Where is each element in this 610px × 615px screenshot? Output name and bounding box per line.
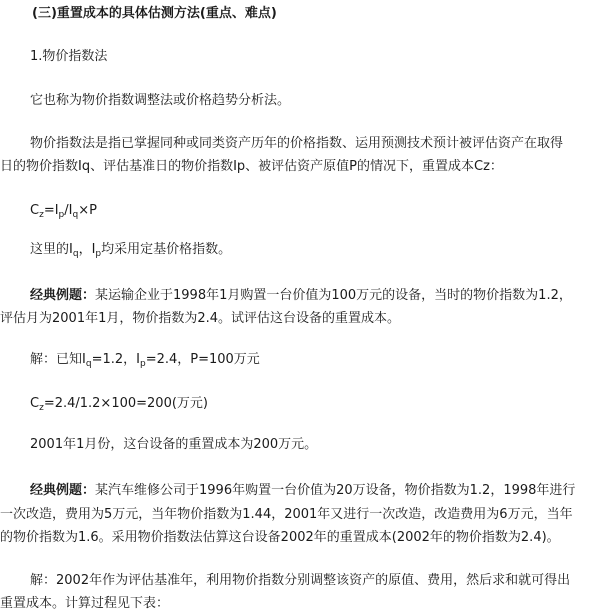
method-alias-text: 它也称为物价指数调整法或价格趋势分析法。 xyxy=(30,93,291,108)
given-prefix: 解：已知I xyxy=(30,352,86,367)
index-note-mid: ，I xyxy=(78,242,96,257)
example-1-label: 经典例题： xyxy=(30,288,96,303)
calc-c: C xyxy=(30,396,40,411)
formula-rest: ×P xyxy=(78,203,97,218)
calc-rest: =2.4/1.2×100=200(万元) xyxy=(43,396,208,411)
example-1-line-1 xyxy=(30,288,572,304)
calc-z-sub: z xyxy=(39,403,44,413)
index-note-suffix: 均采用定基价格指数。 xyxy=(101,242,232,257)
example-2-line-2: 一次改造，费用为5万元，当年物价指数为1.44，2001年又进行一次改造，改造费用为6万元，当年 xyxy=(0,507,573,522)
formula-q-sub: q xyxy=(72,210,79,220)
index-note-q-sub: q xyxy=(72,249,79,259)
solution-1-given xyxy=(30,352,260,368)
index-note-p-sub: p xyxy=(95,249,102,259)
given-q-sub: q xyxy=(85,359,92,369)
solution-2-line-1: 解：2002年作为评估基准年，利用物价指数分别调整该资产的原值、费用，然后求和就可得出 xyxy=(30,573,571,588)
definition-line-1: 物价指数法是指已掌握同种或同类资产历年的价格指数、运用预测技术预计被评估资产在取得 xyxy=(30,136,564,151)
solution-2-line-2: 重置成本。计算过程见下表： xyxy=(0,596,170,611)
given-mid: =1.2，I xyxy=(91,352,140,367)
formula-z-sub: z xyxy=(39,210,44,220)
definition-line-2: 日的物价指数Iq、评估基准日的物价指数Ip、被评估资产原值P的情况下，重置成本Cz： xyxy=(0,159,503,174)
example-2-label: 经典例题： xyxy=(30,483,96,498)
given-p-sub: p xyxy=(139,359,146,369)
solution-1-calc xyxy=(30,396,208,412)
formula-p-sub: p xyxy=(58,210,65,220)
example-2-line-1 xyxy=(30,483,575,499)
index-note xyxy=(30,242,231,258)
solution-1-conclusion: 2001年1月份，这台设备的重置成本为200万元。 xyxy=(30,437,318,452)
formula-eq: =I xyxy=(43,203,59,218)
example-1-line-2: 评估月为2001年1月，物价指数为2.4。试评估这台设备的重置成本。 xyxy=(0,311,401,326)
example-1-text: 某运输企业于1998年1月购置一台价值为100万元的设备，当时的物价指数为1.2， xyxy=(95,288,572,303)
example-2-text: 某汽车维修公司于1996年购置一台价值为20万设备，物价指数为1.2，1998年进行 xyxy=(95,483,576,498)
section-heading: (三)重置成本的具体估测方法(重点、难点) xyxy=(32,6,277,21)
index-note-prefix: 这里的I xyxy=(30,242,73,257)
formula xyxy=(30,203,97,219)
formula-slash: /I xyxy=(64,203,73,218)
method-title: 1.物价指数法 xyxy=(30,49,108,64)
given-suffix: =2.4，P=100万元 xyxy=(145,352,260,367)
example-2-line-3: 的物价指数为1.6。采用物价指数法估算这台设备2002年的重置成本(2002年的物价指数为2.4)。 xyxy=(0,530,560,545)
formula-c: C xyxy=(30,203,40,218)
